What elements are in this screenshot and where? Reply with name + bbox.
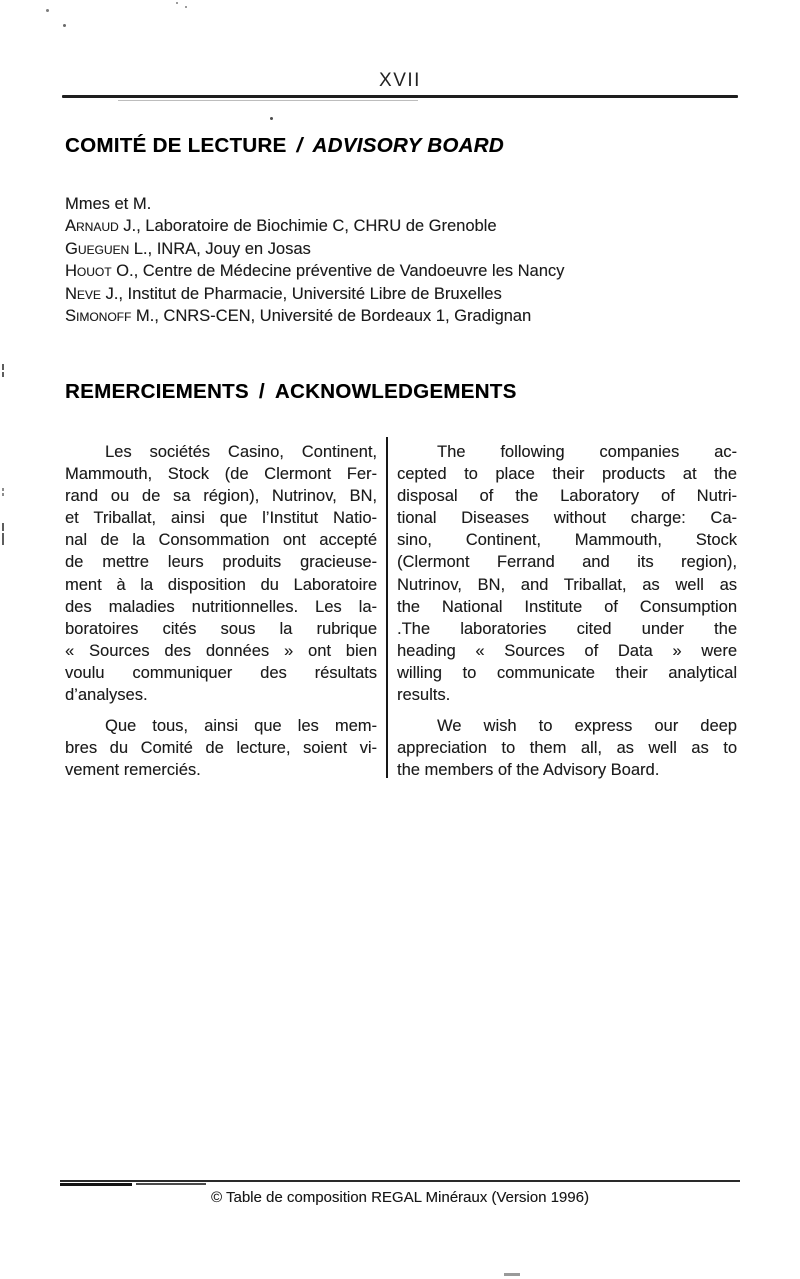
french-paragraph-2	[65, 715, 377, 781]
scan-speck	[63, 24, 66, 27]
text-line: Que tous, ainsi que les mem-	[105, 717, 377, 736]
member-affiliation: , CNRS-CEN, Université de Bordeaux 1, Gradignan	[154, 307, 532, 326]
text-line: sino, Continent, Mammouth, Stock	[397, 531, 737, 550]
list-item	[65, 215, 725, 237]
scan-speck	[176, 2, 178, 4]
margin-scan-mark	[2, 533, 4, 545]
english-paragraph-2	[397, 715, 737, 781]
text-line: Les sociétés Casino, Continent,	[105, 443, 377, 461]
text-line: voulu communiquer des résultats	[65, 663, 377, 682]
member-name: Gueguen L.	[65, 239, 148, 258]
text-line: des maladies nutritionnelles. Les la-	[65, 597, 377, 616]
member-affiliation: , Institut de Pharmacie, Université Libre de Bruxelles	[118, 284, 502, 303]
member-name: Houot O.	[65, 262, 134, 281]
text-line: Nutrinov, BN, and Triballat, as well as	[397, 575, 737, 594]
text-line: cepted to place their products at the	[397, 465, 737, 484]
text-line: We wish to express our deep	[437, 717, 737, 736]
ack-title-en: ACKNOWLEDGEMENTS	[274, 380, 517, 403]
committee-title	[65, 134, 504, 158]
text-line: The following companies ac-	[437, 443, 737, 461]
text-line: boratoires cités sous la rubrique	[65, 619, 377, 638]
footer-rule-dark-segment	[60, 1183, 132, 1186]
acknowledgements-columns	[65, 441, 737, 781]
member-name: Simonoff M.	[65, 307, 155, 326]
scan-speck	[185, 6, 187, 8]
ack-title-fr: REMERCIEMENTS	[65, 380, 249, 403]
list-item	[65, 305, 725, 327]
text-line: .The laboratories cited under the	[397, 619, 737, 638]
list-item	[65, 238, 725, 260]
text-line: ment à la disposition du Laboratoire	[65, 575, 377, 594]
column-divider	[386, 437, 388, 778]
text-line: (Clermont Ferrand and its region),	[397, 553, 737, 572]
text-line: the National Institute of Consumption	[397, 597, 737, 616]
footer-rule	[60, 1180, 740, 1182]
french-column	[65, 441, 377, 781]
committee-list-intro: Mmes et M.	[65, 195, 152, 213]
margin-scan-mark	[2, 364, 4, 370]
text-line: rand ou de sa région), Nutrinov, BN,	[65, 487, 377, 506]
text-line: tional Diseases without charge: Ca-	[397, 509, 737, 528]
member-affiliation: , Laboratoire de Biochimie C, CHRU de Grenoble	[136, 217, 497, 236]
text-line: « Sources des données » ont bien	[65, 641, 377, 660]
text-line: the members of the Advisory Board.	[397, 761, 660, 780]
text-line: willing to communicate their analytical	[397, 663, 737, 682]
text-line: heading « Sources of Data » were	[397, 641, 737, 660]
text-line: de mettre leurs produits gracieuse-	[65, 553, 377, 572]
title-separator: /	[296, 134, 303, 157]
list-item	[65, 260, 725, 282]
footer-rule-dark-segment	[136, 1183, 206, 1185]
page-number: XVII	[379, 70, 421, 91]
header-rule	[62, 95, 738, 98]
text-line: vement remerciés.	[65, 761, 201, 780]
text-line: disposal of the Laboratory of Nutri-	[397, 487, 737, 506]
text-line: Mammouth, Stock (de Clermont Fer-	[65, 465, 377, 484]
member-name: Arnaud J.	[65, 217, 137, 236]
member-name: Neve J.	[65, 284, 119, 303]
text-line: nal de la Consommation ont accepté	[65, 531, 377, 550]
text-line: results.	[397, 686, 451, 705]
footer-copyright: © Table de composition REGAL Minéraux (Version 1996)	[211, 1189, 589, 1206]
margin-scan-mark	[2, 372, 4, 377]
member-affiliation: , INRA, Jouy en Josas	[147, 239, 311, 258]
french-paragraph-1	[65, 441, 377, 706]
text-line: appreciation to them all, as well as to	[397, 739, 737, 758]
margin-scan-mark	[2, 493, 4, 496]
member-affiliation: , Centre de Médecine préventive de Vandoeuvre les Nancy	[133, 262, 565, 281]
committee-title-fr: COMITÉ DE LECTURE	[65, 134, 287, 157]
scan-speck	[46, 9, 49, 12]
text-line: et Triballat, ainsi que l’Institut Natio-	[65, 509, 377, 528]
list-item	[65, 283, 725, 305]
english-paragraph-1	[397, 441, 737, 706]
text-line: d’analyses.	[65, 686, 148, 705]
margin-scan-mark	[2, 488, 4, 491]
scan-artifact-dash	[504, 1273, 520, 1276]
margin-scan-mark	[2, 523, 4, 531]
acknowledgements-title	[65, 380, 517, 404]
text-line: bres du Comité de lecture, soient vi-	[65, 739, 377, 758]
english-column	[397, 441, 737, 781]
committee-list	[65, 193, 725, 327]
header-rule-echo	[118, 100, 418, 101]
committee-title-en: ADVISORY BOARD	[312, 134, 504, 157]
title-separator: /	[258, 380, 265, 403]
scan-speck	[270, 117, 273, 120]
